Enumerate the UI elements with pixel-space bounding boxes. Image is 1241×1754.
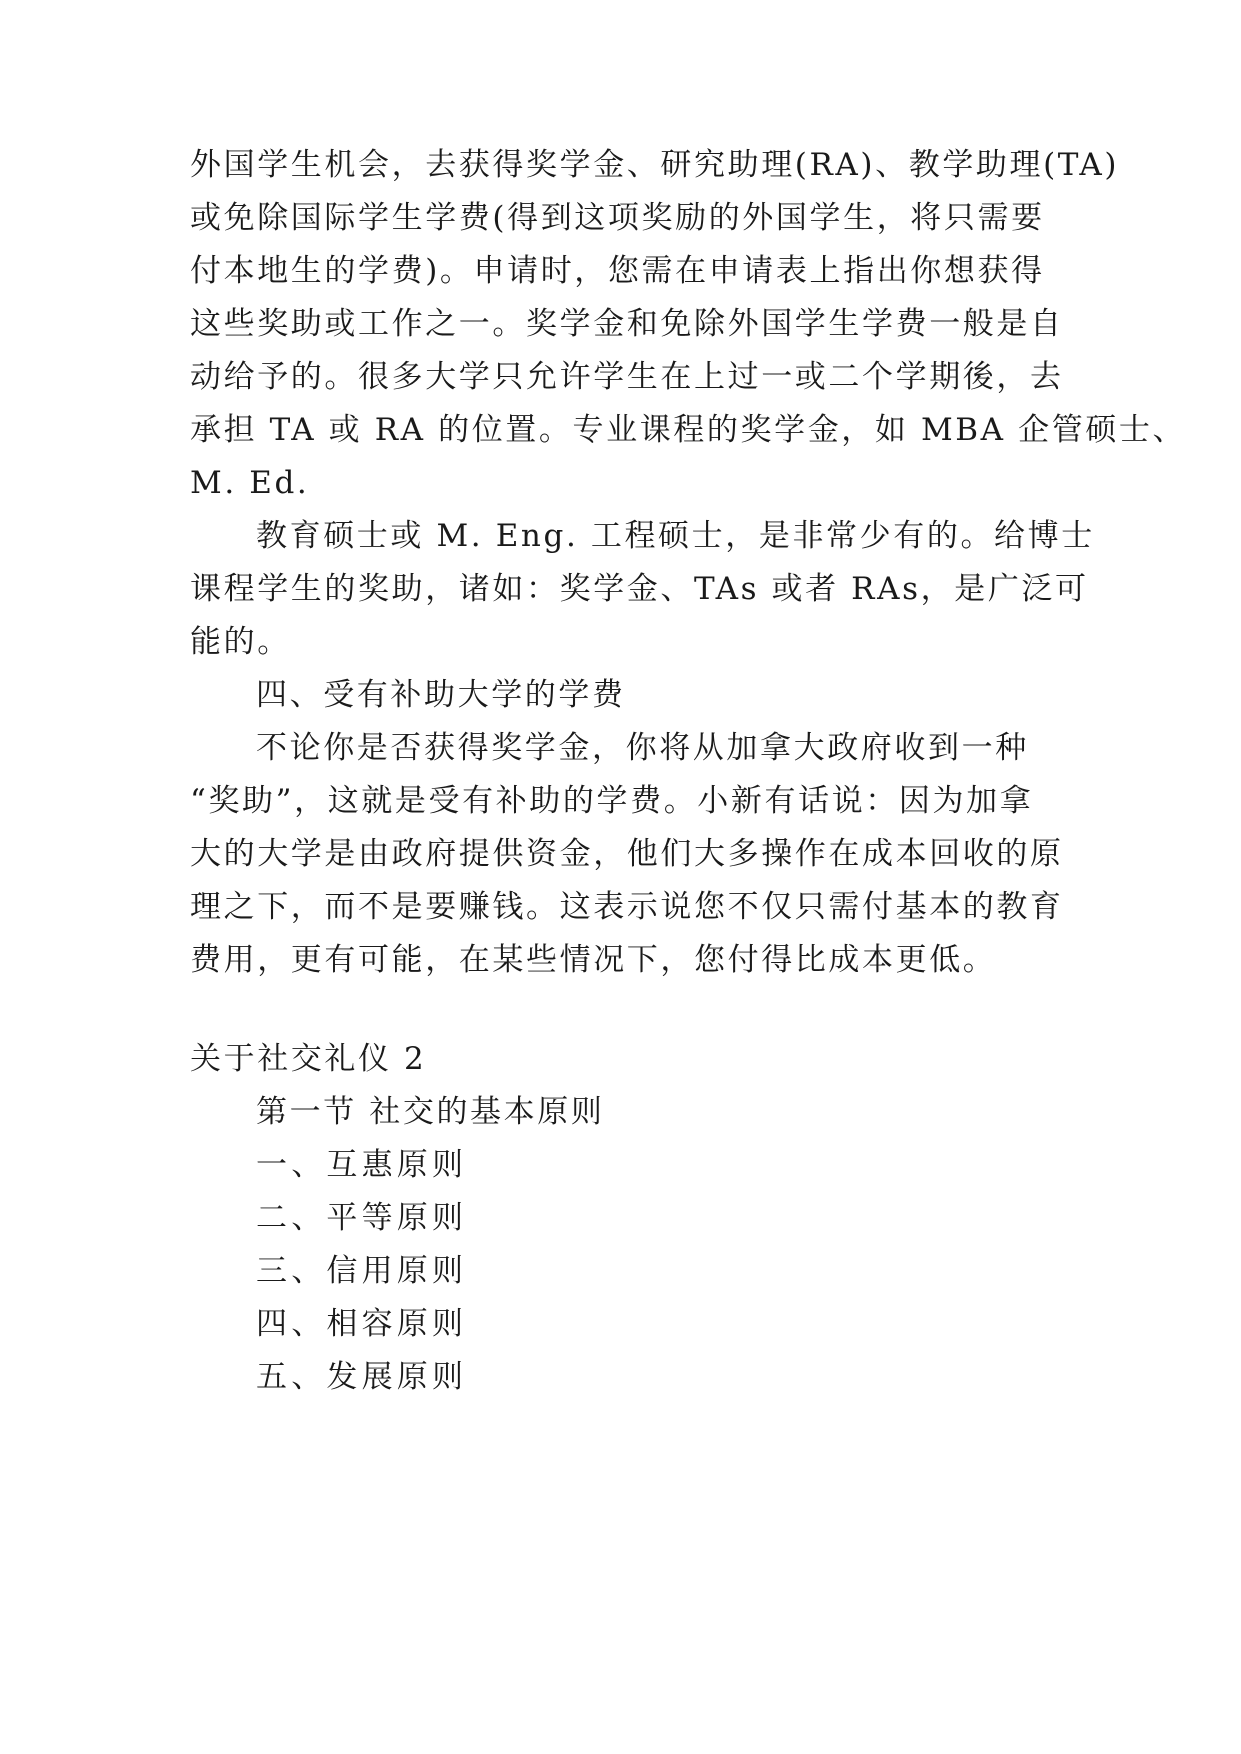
text-line: 动给予的。很多大学只允许学生在上过一或二个学期後，去 [190, 359, 1064, 395]
text-line: 承担 TA 或 RA 的位置。专业课程的奖学金，如 MBA 企管硕士、 [190, 412, 1187, 448]
text-line: 理之下，而不是要赚钱。这表示说您不仅只需付基本的教育 [190, 889, 1064, 925]
section-heading-subsidized-tuition: 四、受有补助大学的学费 [256, 677, 626, 713]
list-item: 五、发展原则 [256, 1359, 468, 1395]
section-title: 关于社交礼仪 2 [190, 1041, 427, 1077]
text-line: 或免除国际学生学费(得到这项奖励的外国学生，将只需要 [190, 200, 1045, 236]
text-line: 教育硕士或 M. Eng. 工程硕士，是非常少有的。给博士 [256, 518, 1095, 554]
text-line: 费用，更有可能，在某些情况下，您付得比成本更低。 [190, 942, 997, 978]
list-item: 一、互惠原则 [256, 1147, 468, 1183]
text-line: 不论你是否获得奖学金，你将从加拿大政府收到一种 [256, 730, 1029, 766]
list-item: 二、平等原则 [256, 1200, 468, 1236]
list-item: 三、信用原则 [256, 1253, 468, 1289]
text-line: 外国学生机会，去获得奖学金、研究助理(RA)、教学助理(TA) [190, 147, 1120, 183]
list-item: 四、相容原则 [256, 1306, 468, 1342]
text-line: “奖助”，这就是受有补助的学费。小新有话说：因为加拿 [190, 783, 1034, 819]
text-line: 能的。 [190, 624, 291, 660]
text-line: 付本地生的学费)。申请时，您需在申请表上指出你想获得 [190, 253, 1045, 289]
text-line: M. Ed. [190, 465, 310, 501]
text-line: 大的大学是由政府提供资金，他们大多操作在成本回收的原 [190, 836, 1064, 872]
section-heading: 第一节 社交的基本原则 [256, 1094, 605, 1130]
text-line: 这些奖助或工作之一。奖学金和免除外国学生学费一般是自 [190, 306, 1064, 342]
text-line: 课程学生的奖助，诸如：奖学金、TAs 或者 RAs，是广泛可 [190, 571, 1089, 607]
